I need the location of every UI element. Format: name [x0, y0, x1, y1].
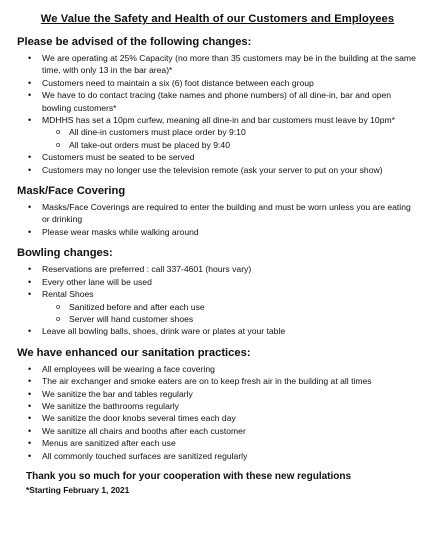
- list-item: • We sanitize the bathrooms regularly: [17, 400, 418, 412]
- section: [17, 247, 418, 337]
- list-item: • Reservations are preferred : call 337-4601 (hours vary): [17, 263, 418, 275]
- section-heading: Please be advised of the following changes:: [17, 36, 252, 48]
- list-item: • Leave all bowling balls, shoes, drink ware or plates at your table: [17, 325, 418, 337]
- list-item: • The air exchanger and smoke eaters are on to keep fresh air in the building at all times: [17, 375, 418, 387]
- list-item: • Customers must be seated to be served: [17, 151, 418, 163]
- list-item: • MDHHS has set a 10pm curfew, meaning all dine-in and bar customers must leave by 10pm*: [17, 114, 418, 126]
- section-heading: Bowling changes:: [17, 247, 113, 260]
- list-item: • Please wear masks while walking around: [17, 226, 418, 238]
- section-heading: We have enhanced our sanitation practices:: [17, 346, 251, 359]
- section: [17, 185, 418, 238]
- sub-list-item: o Sanitized before and after each use: [17, 301, 418, 313]
- list-item: • Rental Shoes: [17, 288, 418, 300]
- section-heading: Mask/Face Covering: [17, 185, 126, 198]
- bullet-list: [17, 363, 418, 462]
- list-item: • We sanitize the door knobs several times each day: [17, 412, 418, 424]
- list-item: • Every other lane will be used: [17, 276, 418, 288]
- list-item: • We sanitize all chairs and booths after each customer: [17, 425, 418, 437]
- list-item: • Masks/Face Coverings are required to enter the building and must be worn unless you are eating or drinking: [17, 201, 418, 226]
- section: [17, 347, 418, 462]
- list-item: • All commonly touched surfaces are sanitized regularly: [17, 450, 418, 462]
- list-item: • We are operating at 25% Capacity (no more than 35 customers may be in the building at the same time, with only 13 in the bar area)*: [17, 52, 418, 77]
- bullet-list: [17, 201, 418, 238]
- thank-you-message: Thank you so much for your cooperation with these new regulations: [26, 470, 352, 482]
- list-item: • Menus are sanitized after each use: [17, 437, 418, 449]
- bullet-list: [17, 263, 418, 337]
- bullet-list: [17, 52, 418, 176]
- list-item: • We have to do contact tracing (take names and phone numbers) of all dine-in, bar and open bowling customers*: [17, 89, 418, 114]
- sub-list-item: o All dine-in customers must place order by 9:10: [17, 126, 418, 138]
- sub-list-item: o Server will hand customer shoes: [17, 313, 418, 325]
- list-item: • Customers need to maintain a six (6) foot distance between each group: [17, 77, 418, 89]
- start-date-note: *Starting February 1, 2021: [26, 484, 130, 495]
- sections-container: [17, 36, 418, 462]
- page-title: We Value the Safety and Health of our Customers and Employees: [40, 13, 395, 25]
- section: [17, 36, 418, 176]
- sub-list-item: o All take-out orders must be placed by 9:40: [17, 139, 418, 151]
- list-item: • We sanitize the bar and tables regularly: [17, 388, 418, 400]
- list-item: • Customers may no longer use the television remote (ask your server to put on your show): [17, 164, 418, 176]
- list-item: • All employees will be wearing a face covering: [17, 363, 418, 375]
